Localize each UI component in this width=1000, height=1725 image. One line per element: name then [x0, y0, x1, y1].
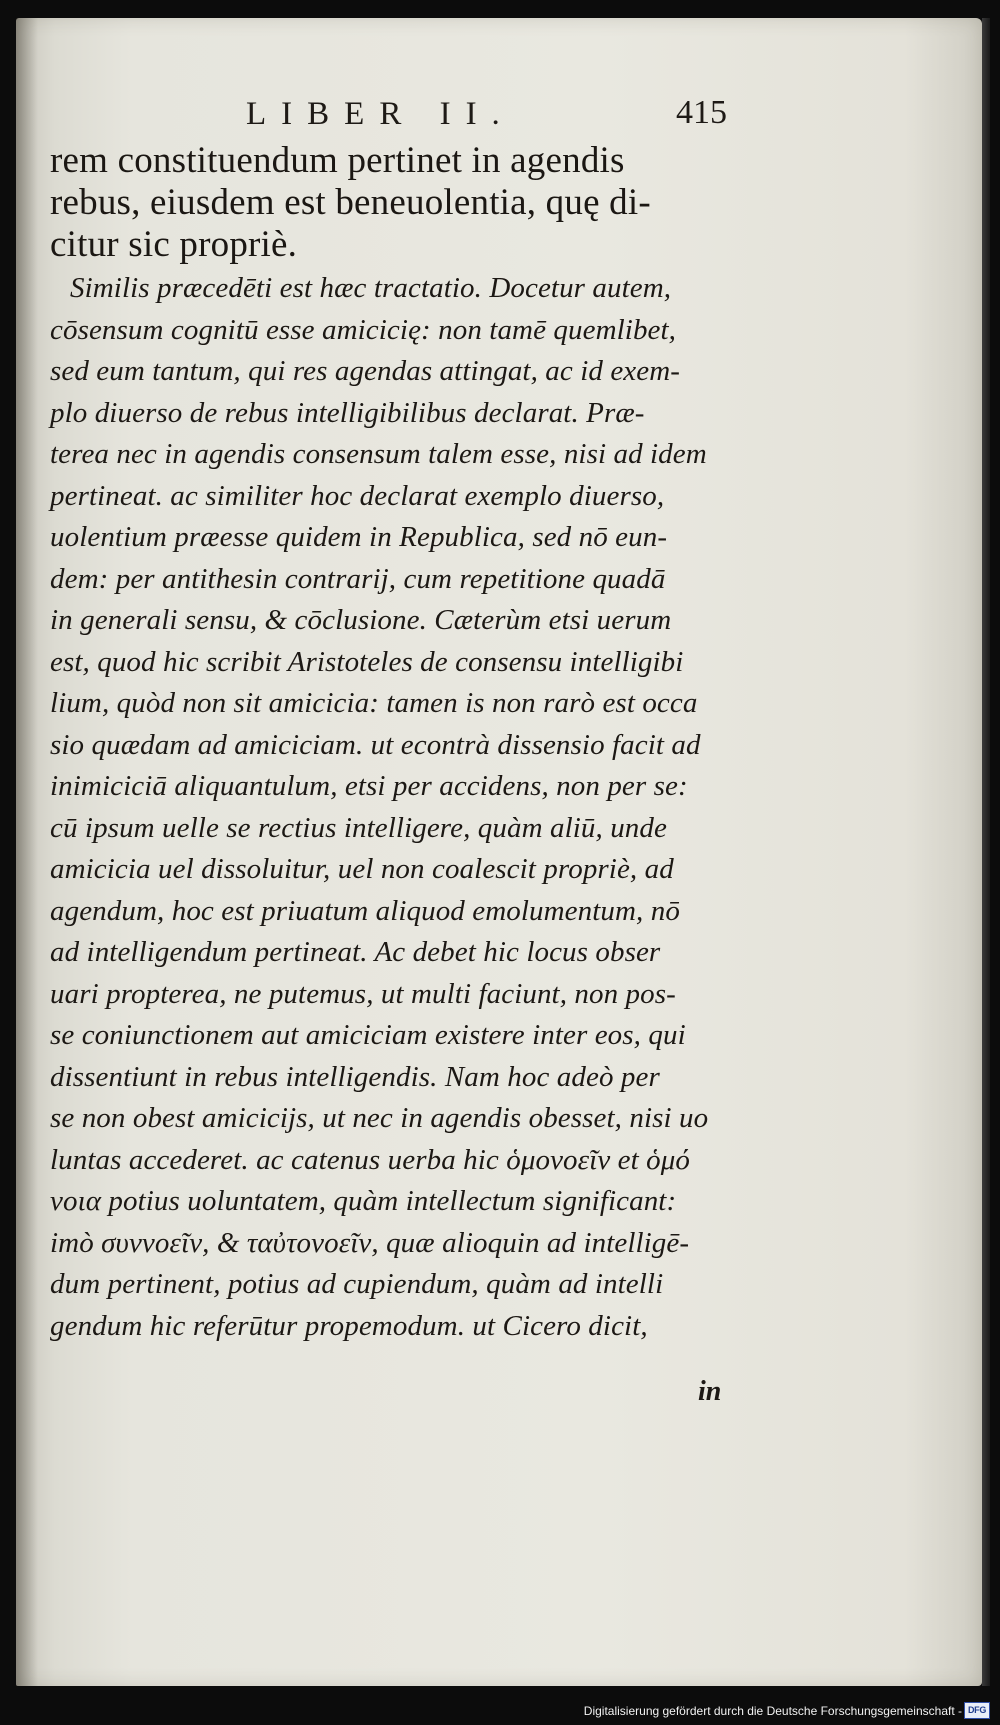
text-line: terea nec in agendis consensum talem esse, nisi ad idem — [50, 438, 707, 470]
running-title: LIBER II. — [246, 96, 515, 132]
text-line: rem constituendum pertinet in agendis — [50, 140, 625, 181]
text-line: cōsensum cognitū esse amicicię: non tamē quemlibet, — [50, 313, 677, 346]
text-line: est, quod hic scribit Aristoteles de consensu intelligibi — [50, 645, 684, 678]
text-line: citur sic propriè. — [50, 224, 298, 265]
text-line: sed eum tantum, qui res agendas attingat, ac id exem- — [50, 355, 681, 387]
roman-paragraph — [50, 140, 730, 266]
scan-edge-strip — [982, 18, 990, 1686]
text-line: lium, quòd non sit amicicia: tamen is non rarò est occa — [50, 687, 698, 719]
text-line: luntas accederet. ac catenus uerba hic ὁμονοεῖν et ὁμό — [50, 1143, 690, 1176]
footer-credit-bar — [0, 1695, 1000, 1725]
text-line: ad intelligendum pertineat. Ac debet hic locus obser — [50, 936, 661, 968]
text-line: dum pertinent, potius ad cupiendum, quàm ad intelli — [50, 1268, 664, 1300]
text-line: νοια potius uoluntatem, quàm intellectum significant: — [50, 1185, 677, 1217]
catchword: in — [698, 1376, 722, 1407]
text-line: in generali sensu, & cōclusione. Cæterùm etsi uerum — [50, 604, 672, 636]
text-line: Similis præcedēti est hæc tractatio. Docetur autem, — [70, 272, 672, 304]
commentary-paragraph — [50, 268, 730, 1347]
funding-credit: Digitalisierung gefördert durch die Deutsche Forschungsgemeinschaft - — [583, 1704, 962, 1718]
text-line: se non obest amicicijs, ut nec in agendis obesset, nisi uo — [50, 1102, 709, 1134]
page-number: 415 — [676, 94, 727, 131]
text-line: agendum, hoc est priuatum aliquod emolumentum, nō — [50, 894, 680, 927]
text-line: inimiciciā aliquantulum, etsi per accidens, non per se: — [50, 770, 688, 802]
text-line: sio quædam ad amiciciam. ut econtrà dissensio facit ad — [50, 728, 701, 761]
dfg-logo-icon: DFG — [964, 1702, 990, 1719]
running-head — [0, 96, 1000, 140]
text-line: imò συννοεῖν, & ταὐτονοεῖν, quæ alioquin ad intelligē- — [50, 1226, 690, 1259]
text-line: uolentium præesse quidem in Republica, sed nō eun- — [50, 521, 668, 553]
text-block — [50, 140, 730, 1347]
text-line: se coniunctionem aut amiciciam existere inter eos, qui — [50, 1019, 686, 1051]
text-line: cū ipsum uelle se rectius intelligere, quàm aliū, unde — [50, 811, 667, 844]
text-line: dissentiunt in rebus intelligendis. Nam hoc adeò per — [50, 1060, 660, 1093]
text-line: amicicia uel dissoluitur, uel non coalescit propriè, ad — [50, 853, 674, 885]
text-line: rebus, eiusdem est beneuolentia, quę di- — [50, 182, 651, 223]
text-line: uari propterea, ne putemus, ut multi faciunt, non pos- — [50, 977, 676, 1010]
text-line: plo diuerso de rebus intelligibilibus declarat. Præ- — [50, 396, 645, 429]
text-line: dem: per antithesin contrarij, cum repetitione quadā — [50, 562, 666, 595]
text-line: pertineat. ac similiter hoc declarat exemplo diuerso, — [50, 479, 665, 512]
text-line: gendum hic referūtur propemodum. ut Cicero dicit, — [50, 1309, 648, 1342]
